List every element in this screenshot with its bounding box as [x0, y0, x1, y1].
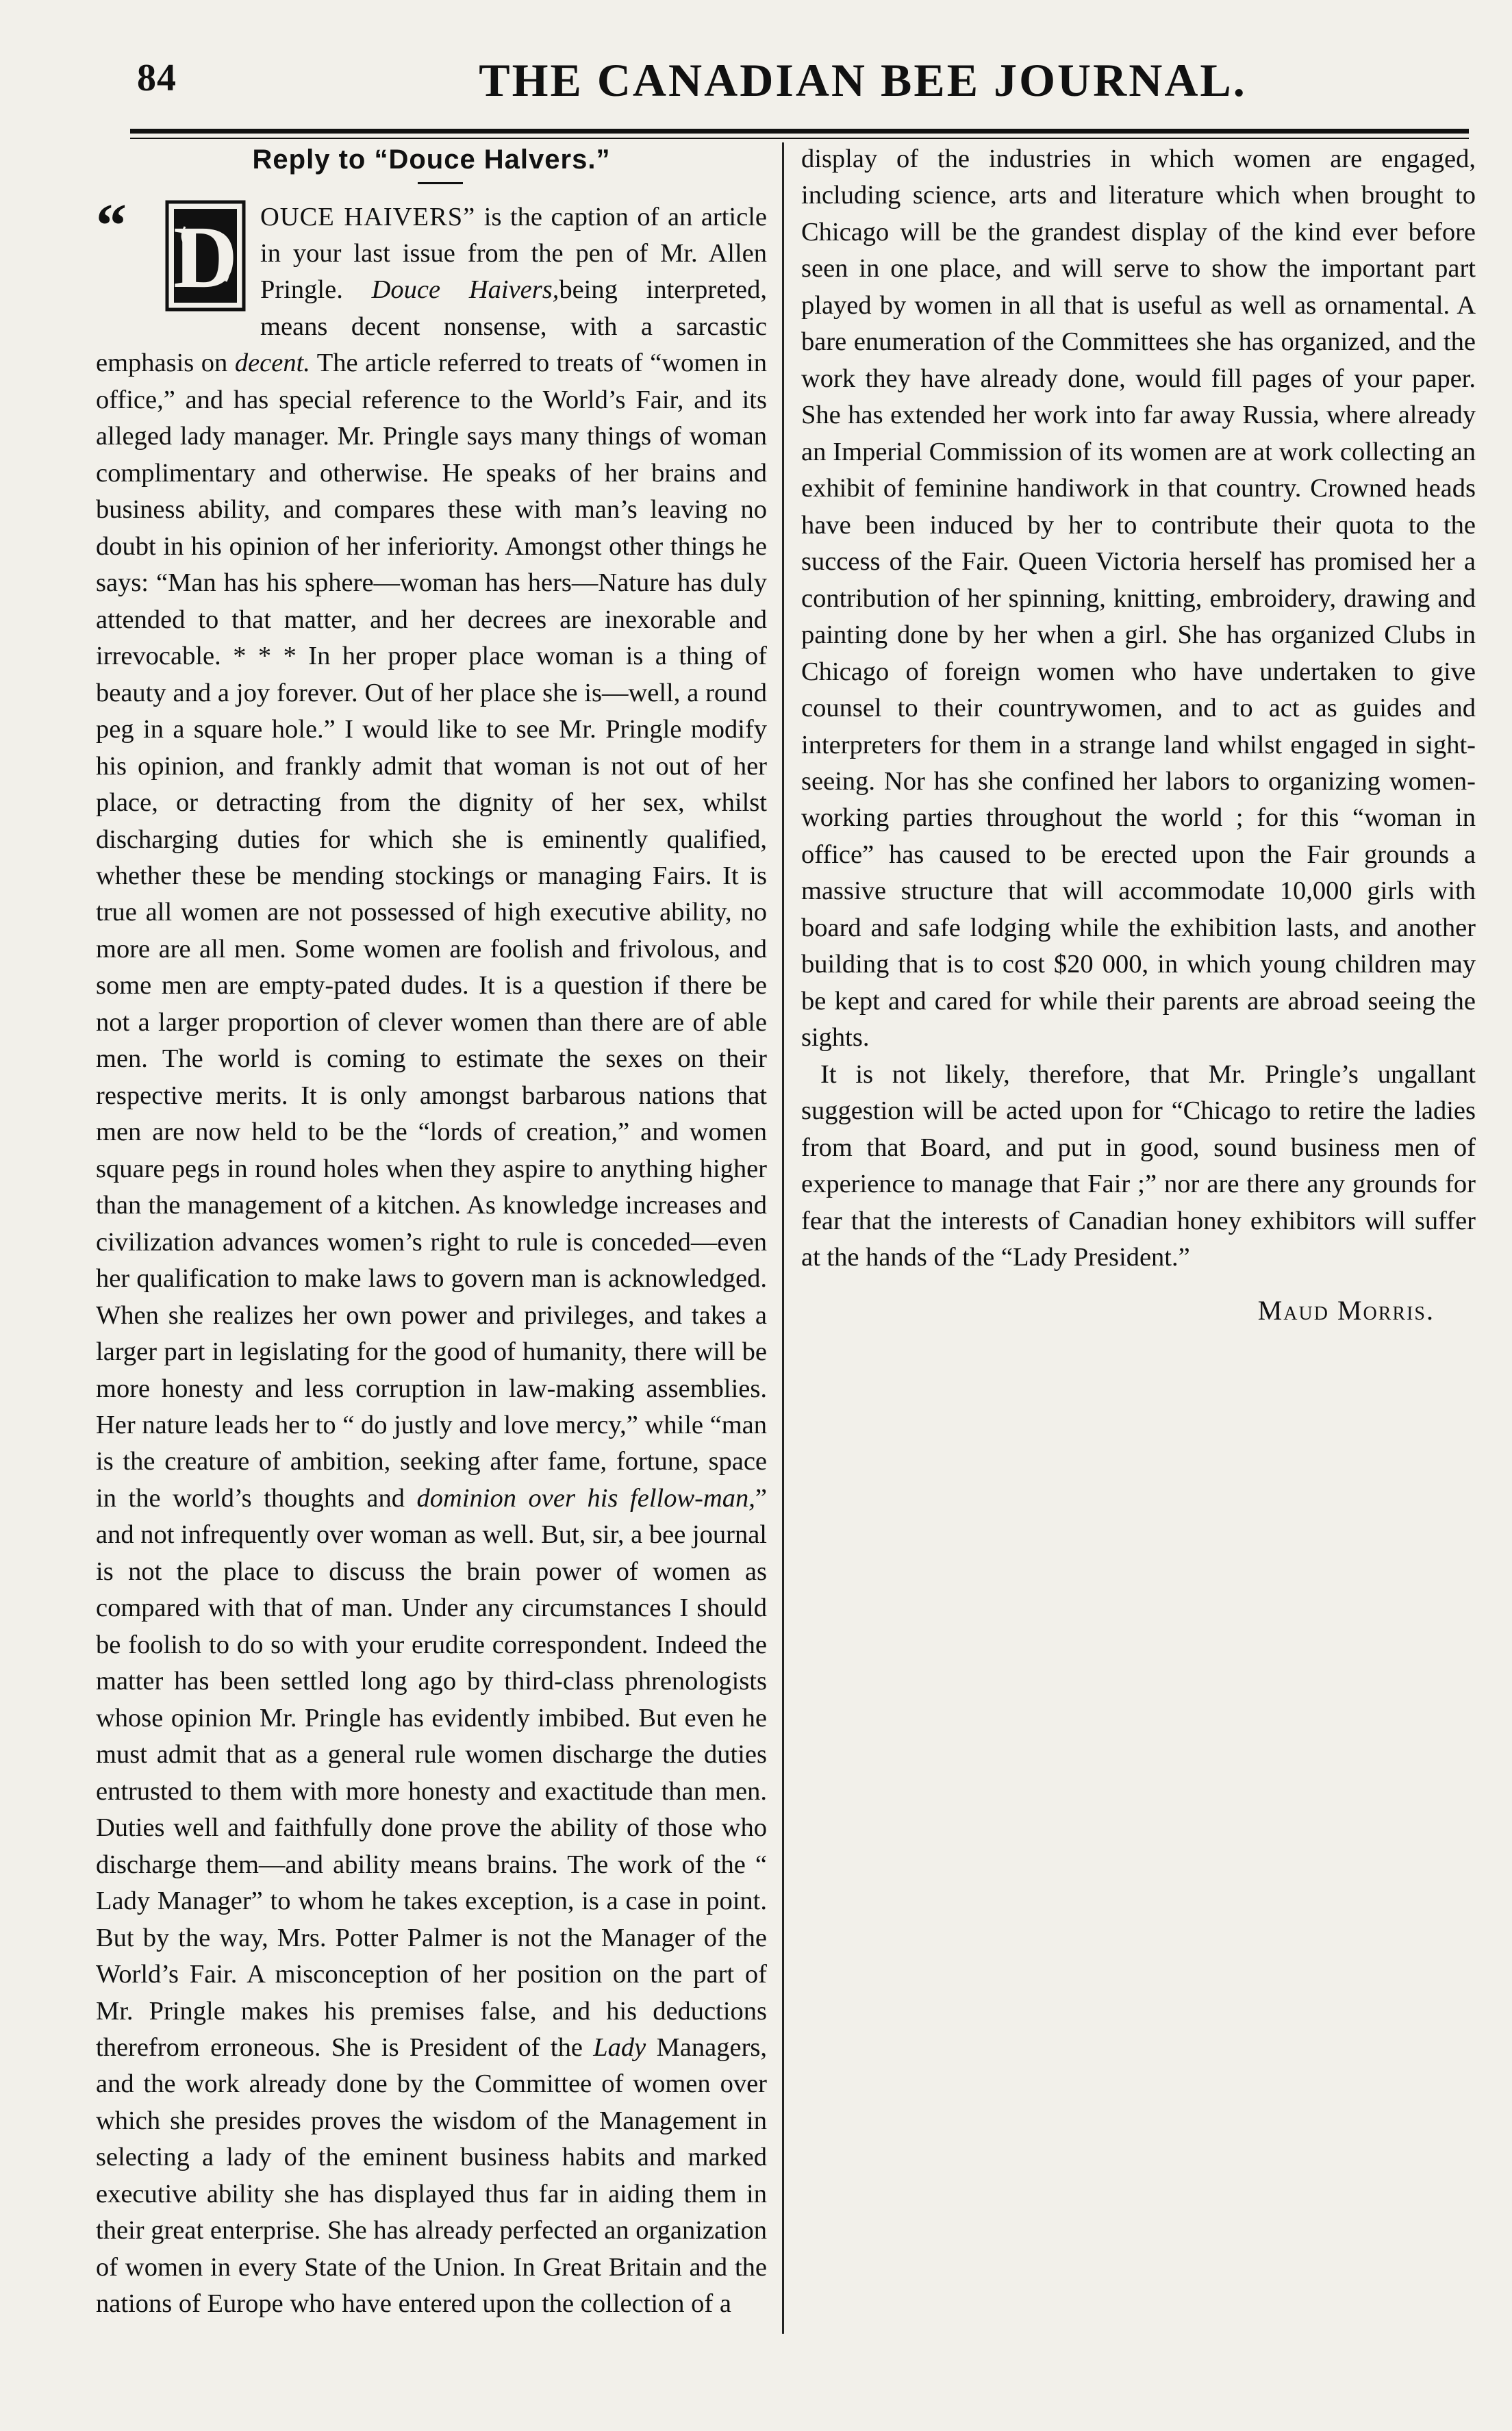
body-text-1: is the caption of an article in your last issue from the pen of Mr. Allen Pringle. [260, 202, 768, 305]
dropcap-block [96, 191, 253, 316]
column-divider [782, 142, 784, 2334]
decorative-dropcap-icon [164, 199, 247, 312]
italic-lady: Lady [593, 2032, 646, 2062]
opening-quote-mark: “ [96, 191, 127, 260]
title-dash [418, 182, 463, 184]
masthead [137, 53, 1472, 115]
page-number: 84 [137, 57, 177, 99]
article-paragraph-2: It is not likely, therefore, that Mr. Pringle’s ungallant suggestion will be acted upon for “Chicago to retire the ladies from that Board, and put in good, sound business men of experience to manage that Fair ;” nor are there any grounds for fear that the interests of Canadian honey exhibitors will suffer at the hands of the “Lady President.” [801, 1059, 1476, 1272]
right-column [801, 141, 1476, 1329]
article-paragraph-1 [96, 191, 768, 2323]
left-column [96, 141, 767, 2323]
body-text-3: The article referred to treats of “women in office,” and has special reference to the World’s Fair, and its alleged lady manager. Mr. Pringle says many things of woman complimentary and otherwise. He speaks of her brains and business ability, and compares these with man’s leaving no doubt in his opinion of her inferiority. Amongst other things he says: “Man has his sphere—woman has hers—Nature has duly attended to that matter, and her decrees are inexorable and irrevocable. * * * In her proper place woman is a thing of beauty and a joy forever. Out of her place she is—well, a round peg in a square hole.” I would like to see Mr. Pringle modify his opinion, and frankly admit that woman is not out of her place, or detracting from the dignity of her sex, whilst discharging duties for which she is eminently qualified, whether these be mending stockings or managing Fairs. It is true all women are not possessed of high executive ability, no more are all men. Some women are foolish and frivolous, and some men are empty-pated dudes. It is a question if there be not a larger proportion of clever women than there are of able men. The world is coming to estimate the sexes on their respective merits. It is only amongst barbarous nations that men are now held to be the “lords of creation,” and women square pegs in round holes when they aspire to anything higher than the management of a kitchen. As knowledge increases and civilization advances women’s right to rule is conceded—even her qualification to make laws to govern man is acknowledged. When she realizes her own power and privileges, and takes a larger part in legislating for the good of humanity, there will be more honesty and less corruption in law-making assemblies. Her nature leads her to “ do justly and love mercy,” while “man is the creature of ambition, seeking after fame, fortune, space in the world’s thoughts and [96, 349, 767, 1513]
author-signature: Maud Morris. [1257, 1294, 1435, 1326]
journal-title: THE CANADIAN BEE JOURNAL. [479, 54, 1247, 106]
italic-decent: decent. [234, 349, 310, 378]
header-rule-thin [130, 138, 1469, 139]
article-paragraph-1-continued [801, 141, 1476, 1057]
body-text-5: display of the industries in which women are engaged, including science, arts and literature which when brought to Chicago will be the grandest display of the kind ever before seen in one place, and will serve to show the important part played by women in all that is useful as well as ornamental. A bare enumeration of the Committees she has organized, and the work they have already done, would fill pages of your paper. She has extended her work into far away Russia, where already an Imperial Commission of its women are at work collecting an exhibit of feminine handiwork in that country. Crowned heads have been induced by her to contribute their quota to the success of the Fair. Queen Victoria herself has promised her a contribution of her spinning, knitting, embroidery, drawing and painting done by her when a girl. She has organized Clubs in Chicago of foreign women who have undertaken to give counsel to their countrywomen, and to act as guides and interpreters for them in a strange land whilst engaged in sight-seeing. Nor has she confined her labors to organizing women-working parties throughout the world ; for this “woman in office” has caused to be erected upon the Fair grounds a massive structure that will accommodate 10,000 girls with board and safe lodging while the exhibition lasts, and another building that is to cost $20 000, in which young children may be kept and cared for while their parents are abroad seeing the sights. [801, 144, 1476, 1053]
body-text-2: being interpreted, means decent nonsense, with a sarcastic emphasis on [96, 275, 767, 378]
header-rule-thick [130, 129, 1469, 134]
italic-douce-haivers: Douce Haivers, [371, 275, 559, 305]
article-title: Reply to “Douce Halvers.” [252, 144, 611, 175]
body-text-5: Managers, and the work already done by the Committee of women over which she presides proves the wisdom of the Management in selecting a lady of the eminent business habits and marked executive ability she has displayed thus far in aiding them in their great enterprise. She has already perfected an organization of women in every State of the Union. In Great Britain and the nations of Europe who have entered upon the collection of a [96, 2032, 767, 2319]
first-words: OUCE HAIVERS” [260, 202, 476, 231]
body-text-4: ” and not infrequently over woman as well. But, sir, a bee journal is not the place to discuss the brain power of women as compared with that of man. Under any circumstances I should be foolish to do so with your erudite correspondent. Indeed the matter has been settled long ago by third-class phrenologists whose opinion Mr. Pringle has evidently imbibed. But even he must admit that as a general rule women discharge the duties entrusted to them with more honesty and exactitude than men. Duties well and faithfully done prove the ability of those who discharge them—and ability means brains. The work of the “ Lady Manager” to whom he takes exception, is a case in point. But by the way, Mrs. Potter Palmer is not the Manager of the World’s Fair. A misconception of her position on the part of Mr. Pringle makes his premises false, and his deductions therefrom erroneous. She is President of the [96, 1483, 767, 2062]
dropcap-letter: D [173, 207, 238, 307]
italic-dominion: dominion over his fellow-man, [416, 1483, 755, 1513]
